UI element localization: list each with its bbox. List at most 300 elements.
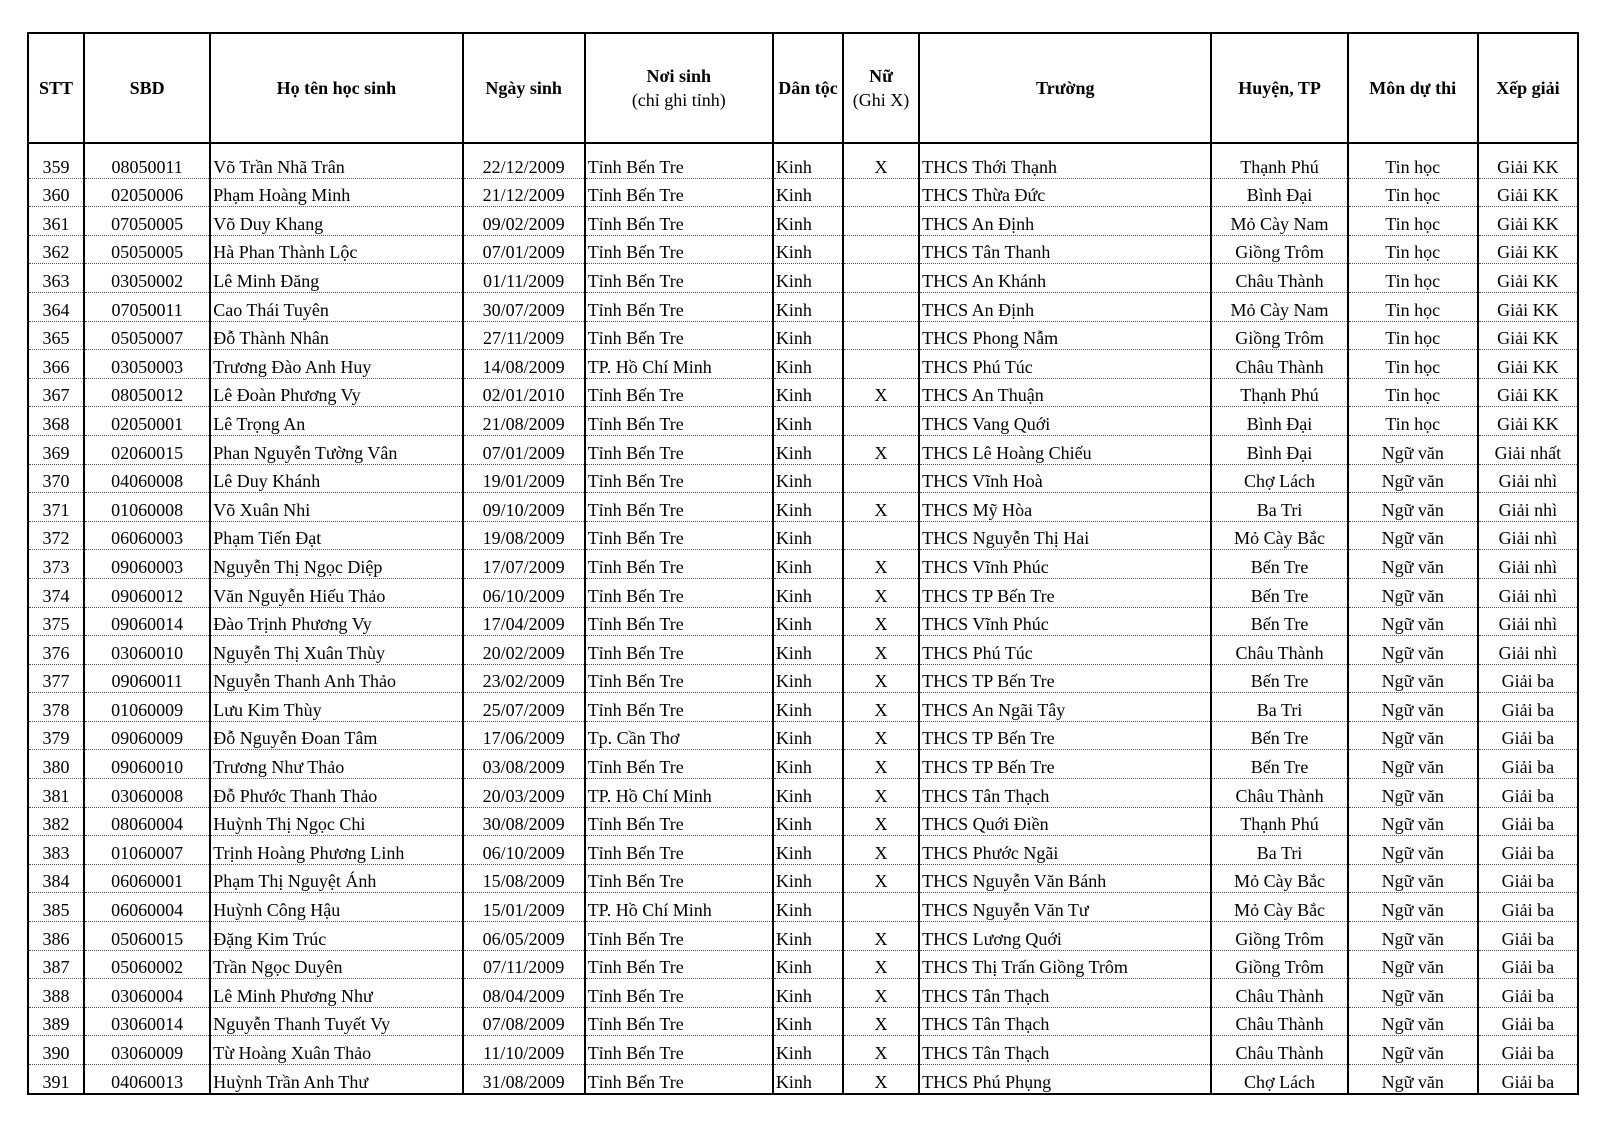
cell-stt: 367 bbox=[28, 378, 84, 407]
cell-school: THCS Thừa Đức bbox=[919, 178, 1211, 207]
cell-ethnicity: Kinh bbox=[773, 1007, 843, 1036]
cell-female: X bbox=[843, 664, 919, 693]
cell-birthplace: Tỉnh Bến Tre bbox=[585, 493, 773, 522]
cell-birthplace: Tỉnh Bến Tre bbox=[585, 864, 773, 893]
cell-female bbox=[843, 350, 919, 379]
cell-award: Giải KK bbox=[1478, 207, 1578, 236]
cell-subject: Ngữ văn bbox=[1348, 950, 1478, 979]
table-row bbox=[28, 143, 1578, 178]
table-row bbox=[28, 464, 1578, 493]
cell-subject: Ngữ văn bbox=[1348, 664, 1478, 693]
col-header-subject: Môn dự thi bbox=[1348, 33, 1478, 143]
table-row bbox=[28, 321, 1578, 350]
cell-sbd: 04060008 bbox=[84, 464, 210, 493]
cell-name: Phạm Thị Nguyệt Ánh bbox=[210, 864, 462, 893]
cell-birthplace: TP. Hồ Chí Minh bbox=[585, 893, 773, 922]
cell-sbd: 03060014 bbox=[84, 1007, 210, 1036]
cell-birthplace: Tỉnh Bến Tre bbox=[585, 235, 773, 264]
cell-birthplace: Tỉnh Bến Tre bbox=[585, 521, 773, 550]
cell-dob: 07/01/2009 bbox=[463, 435, 585, 464]
cell-award: Giải ba bbox=[1478, 807, 1578, 836]
cell-ethnicity: Kinh bbox=[773, 664, 843, 693]
cell-name: Lê Đoàn Phương Vy bbox=[210, 378, 462, 407]
cell-ethnicity: Kinh bbox=[773, 407, 843, 436]
cell-district: Ba Tri bbox=[1211, 493, 1347, 522]
cell-birthplace: Tỉnh Bến Tre bbox=[585, 578, 773, 607]
cell-stt: 360 bbox=[28, 178, 84, 207]
cell-female: X bbox=[843, 979, 919, 1008]
cell-ethnicity: Kinh bbox=[773, 550, 843, 579]
table-row bbox=[28, 435, 1578, 464]
cell-dob: 17/07/2009 bbox=[463, 550, 585, 579]
cell-sbd: 09060011 bbox=[84, 664, 210, 693]
cell-dob: 21/12/2009 bbox=[463, 178, 585, 207]
cell-subject: Tin học bbox=[1348, 178, 1478, 207]
cell-subject: Tin học bbox=[1348, 143, 1478, 178]
cell-birthplace: Tỉnh Bến Tre bbox=[585, 407, 773, 436]
table-row bbox=[28, 1065, 1578, 1094]
cell-award: Giải ba bbox=[1478, 664, 1578, 693]
cell-sbd: 08050012 bbox=[84, 378, 210, 407]
cell-birthplace: Tỉnh Bến Tre bbox=[585, 750, 773, 779]
cell-ethnicity: Kinh bbox=[773, 836, 843, 865]
cell-ethnicity: Kinh bbox=[773, 1036, 843, 1065]
cell-female: X bbox=[843, 807, 919, 836]
cell-female bbox=[843, 464, 919, 493]
cell-birthplace: TP. Hồ Chí Minh bbox=[585, 350, 773, 379]
cell-award: Giải ba bbox=[1478, 836, 1578, 865]
table-row bbox=[28, 407, 1578, 436]
cell-ethnicity: Kinh bbox=[773, 750, 843, 779]
cell-dob: 06/05/2009 bbox=[463, 922, 585, 951]
cell-award: Giải ba bbox=[1478, 979, 1578, 1008]
table-row bbox=[28, 950, 1578, 979]
cell-subject: Ngữ văn bbox=[1348, 807, 1478, 836]
cell-name: Đỗ Thành Nhân bbox=[210, 321, 462, 350]
cell-award: Giải KK bbox=[1478, 178, 1578, 207]
table-row bbox=[28, 607, 1578, 636]
cell-name: Nguyễn Thị Xuân Thùy bbox=[210, 636, 462, 665]
cell-award: Giải KK bbox=[1478, 350, 1578, 379]
cell-school: THCS Thới Thạnh bbox=[919, 143, 1211, 178]
cell-ethnicity: Kinh bbox=[773, 321, 843, 350]
cell-stt: 374 bbox=[28, 578, 84, 607]
table-row bbox=[28, 235, 1578, 264]
cell-sbd: 08050011 bbox=[84, 143, 210, 178]
cell-ethnicity: Kinh bbox=[773, 235, 843, 264]
cell-dob: 08/04/2009 bbox=[463, 979, 585, 1008]
cell-dob: 17/04/2009 bbox=[463, 607, 585, 636]
cell-female bbox=[843, 407, 919, 436]
cell-school: THCS An Khánh bbox=[919, 264, 1211, 293]
cell-dob: 19/08/2009 bbox=[463, 521, 585, 550]
cell-stt: 378 bbox=[28, 693, 84, 722]
cell-award: Giải ba bbox=[1478, 779, 1578, 808]
table-row bbox=[28, 807, 1578, 836]
cell-ethnicity: Kinh bbox=[773, 893, 843, 922]
cell-school: THCS TP Bến Tre bbox=[919, 664, 1211, 693]
cell-ethnicity: Kinh bbox=[773, 350, 843, 379]
cell-name: Huỳnh Công Hậu bbox=[210, 893, 462, 922]
cell-dob: 09/02/2009 bbox=[463, 207, 585, 236]
cell-sbd: 08060004 bbox=[84, 807, 210, 836]
cell-subject: Tin học bbox=[1348, 407, 1478, 436]
cell-name: Nguyễn Thị Ngọc Diệp bbox=[210, 550, 462, 579]
cell-sbd: 05050005 bbox=[84, 235, 210, 264]
cell-subject: Ngữ văn bbox=[1348, 1007, 1478, 1036]
cell-birthplace: Tỉnh Bến Tre bbox=[585, 464, 773, 493]
cell-name: Trịnh Hoàng Phương Linh bbox=[210, 836, 462, 865]
cell-subject: Ngữ văn bbox=[1348, 779, 1478, 808]
cell-award: Giải nhì bbox=[1478, 464, 1578, 493]
col-header-birthplace bbox=[585, 33, 773, 143]
cell-name: Võ Duy Khang bbox=[210, 207, 462, 236]
cell-name: Nguyễn Thanh Anh Thảo bbox=[210, 664, 462, 693]
cell-award: Giải ba bbox=[1478, 1065, 1578, 1094]
cell-name: Phạm Hoàng Minh bbox=[210, 178, 462, 207]
cell-sbd: 05050007 bbox=[84, 321, 210, 350]
cell-stt: 382 bbox=[28, 807, 84, 836]
col-header-award: Xếp giải bbox=[1478, 33, 1578, 143]
cell-subject: Ngữ văn bbox=[1348, 836, 1478, 865]
cell-name: Nguyễn Thanh Tuyết Vy bbox=[210, 1007, 462, 1036]
cell-name: Lê Minh Phương Như bbox=[210, 979, 462, 1008]
cell-name: Phạm Tiến Đạt bbox=[210, 521, 462, 550]
cell-school: THCS Nguyễn Văn Bánh bbox=[919, 864, 1211, 893]
cell-ethnicity: Kinh bbox=[773, 464, 843, 493]
cell-subject: Ngữ văn bbox=[1348, 864, 1478, 893]
cell-name: Văn Nguyễn Hiếu Thảo bbox=[210, 578, 462, 607]
cell-name: Trần Ngọc Duyên bbox=[210, 950, 462, 979]
cell-district: Châu Thành bbox=[1211, 264, 1347, 293]
cell-award: Giải ba bbox=[1478, 1036, 1578, 1065]
cell-sbd: 05060015 bbox=[84, 922, 210, 951]
cell-school: THCS Lê Hoàng Chiếu bbox=[919, 435, 1211, 464]
cell-female: X bbox=[843, 636, 919, 665]
cell-district: Bến Tre bbox=[1211, 578, 1347, 607]
cell-school: THCS TP Bến Tre bbox=[919, 721, 1211, 750]
cell-district: Bến Tre bbox=[1211, 550, 1347, 579]
cell-name: Phan Nguyễn Tường Vân bbox=[210, 435, 462, 464]
cell-birthplace: Tỉnh Bến Tre bbox=[585, 807, 773, 836]
cell-stt: 370 bbox=[28, 464, 84, 493]
cell-school: THCS Vang Quới bbox=[919, 407, 1211, 436]
cell-stt: 383 bbox=[28, 836, 84, 865]
cell-ethnicity: Kinh bbox=[773, 807, 843, 836]
cell-sbd: 09060010 bbox=[84, 750, 210, 779]
cell-sbd: 07050011 bbox=[84, 292, 210, 321]
cell-district: Bình Đại bbox=[1211, 407, 1347, 436]
cell-award: Giải ba bbox=[1478, 950, 1578, 979]
cell-dob: 20/02/2009 bbox=[463, 636, 585, 665]
cell-name: Đỗ Nguyễn Đoan Tâm bbox=[210, 721, 462, 750]
cell-district: Bến Tre bbox=[1211, 750, 1347, 779]
cell-subject: Ngữ văn bbox=[1348, 922, 1478, 951]
cell-dob: 15/01/2009 bbox=[463, 893, 585, 922]
cell-subject: Ngữ văn bbox=[1348, 893, 1478, 922]
cell-name: Đào Trịnh Phương Vy bbox=[210, 607, 462, 636]
col-header-school: Trường bbox=[919, 33, 1211, 143]
cell-dob: 02/01/2010 bbox=[463, 378, 585, 407]
table-row bbox=[28, 378, 1578, 407]
cell-name: Võ Xuân Nhi bbox=[210, 493, 462, 522]
table-row bbox=[28, 922, 1578, 951]
table-row bbox=[28, 664, 1578, 693]
cell-female: X bbox=[843, 950, 919, 979]
cell-name: Lê Minh Đăng bbox=[210, 264, 462, 293]
cell-school: THCS TP Bến Tre bbox=[919, 750, 1211, 779]
cell-female bbox=[843, 521, 919, 550]
cell-sbd: 04060013 bbox=[84, 1065, 210, 1094]
cell-stt: 369 bbox=[28, 435, 84, 464]
cell-award: Giải ba bbox=[1478, 922, 1578, 951]
cell-school: THCS An Định bbox=[919, 292, 1211, 321]
cell-award: Giải KK bbox=[1478, 407, 1578, 436]
cell-award: Giải ba bbox=[1478, 1007, 1578, 1036]
cell-dob: 19/01/2009 bbox=[463, 464, 585, 493]
cell-sbd: 02050006 bbox=[84, 178, 210, 207]
cell-female bbox=[843, 178, 919, 207]
table-row bbox=[28, 350, 1578, 379]
cell-female: X bbox=[843, 1036, 919, 1065]
cell-ethnicity: Kinh bbox=[773, 693, 843, 722]
cell-female: X bbox=[843, 143, 919, 178]
results-sheet bbox=[27, 32, 1579, 1095]
cell-dob: 11/10/2009 bbox=[463, 1036, 585, 1065]
cell-school: THCS Nguyễn Thị Hai bbox=[919, 521, 1211, 550]
cell-ethnicity: Kinh bbox=[773, 292, 843, 321]
cell-school: THCS Phú Túc bbox=[919, 636, 1211, 665]
cell-stt: 391 bbox=[28, 1065, 84, 1094]
cell-district: Giồng Trôm bbox=[1211, 950, 1347, 979]
cell-sbd: 03060010 bbox=[84, 636, 210, 665]
cell-district: Bình Đại bbox=[1211, 178, 1347, 207]
col-header-district: Huyện, TP bbox=[1211, 33, 1347, 143]
cell-school: THCS Phú Túc bbox=[919, 350, 1211, 379]
col-header-sbd: SBD bbox=[84, 33, 210, 143]
cell-school: THCS An Ngãi Tây bbox=[919, 693, 1211, 722]
cell-ethnicity: Kinh bbox=[773, 264, 843, 293]
cell-female: X bbox=[843, 550, 919, 579]
cell-female: X bbox=[843, 435, 919, 464]
cell-sbd: 01060007 bbox=[84, 836, 210, 865]
cell-subject: Ngữ văn bbox=[1348, 750, 1478, 779]
cell-birthplace: Tỉnh Bến Tre bbox=[585, 664, 773, 693]
cell-district: Ba Tri bbox=[1211, 693, 1347, 722]
cell-stt: 381 bbox=[28, 779, 84, 808]
cell-birthplace: Tỉnh Bến Tre bbox=[585, 979, 773, 1008]
table-row bbox=[28, 750, 1578, 779]
cell-dob: 09/10/2009 bbox=[463, 493, 585, 522]
cell-district: Châu Thành bbox=[1211, 350, 1347, 379]
cell-ethnicity: Kinh bbox=[773, 607, 843, 636]
cell-female: X bbox=[843, 493, 919, 522]
cell-ethnicity: Kinh bbox=[773, 378, 843, 407]
cell-name: Lưu Kim Thùy bbox=[210, 693, 462, 722]
cell-award: Giải nhất bbox=[1478, 435, 1578, 464]
cell-sbd: 03050002 bbox=[84, 264, 210, 293]
cell-school: THCS Nguyễn Văn Tư bbox=[919, 893, 1211, 922]
cell-birthplace: Tp. Cần Thơ bbox=[585, 721, 773, 750]
cell-sbd: 01060009 bbox=[84, 693, 210, 722]
cell-dob: 25/07/2009 bbox=[463, 693, 585, 722]
cell-dob: 07/01/2009 bbox=[463, 235, 585, 264]
cell-subject: Ngữ văn bbox=[1348, 636, 1478, 665]
table-row bbox=[28, 578, 1578, 607]
table-row bbox=[28, 979, 1578, 1008]
cell-subject: Ngữ văn bbox=[1348, 521, 1478, 550]
cell-dob: 03/08/2009 bbox=[463, 750, 585, 779]
cell-district: Giồng Trôm bbox=[1211, 321, 1347, 350]
table-row bbox=[28, 521, 1578, 550]
cell-sbd: 09060009 bbox=[84, 721, 210, 750]
cell-district: Chợ Lách bbox=[1211, 464, 1347, 493]
cell-district: Bến Tre bbox=[1211, 607, 1347, 636]
cell-district: Bình Đại bbox=[1211, 435, 1347, 464]
cell-female: X bbox=[843, 922, 919, 951]
cell-birthplace: Tỉnh Bến Tre bbox=[585, 143, 773, 178]
cell-school: THCS Tân Thanh bbox=[919, 235, 1211, 264]
cell-stt: 366 bbox=[28, 350, 84, 379]
cell-birthplace: Tỉnh Bến Tre bbox=[585, 550, 773, 579]
cell-award: Giải ba bbox=[1478, 864, 1578, 893]
cell-stt: 375 bbox=[28, 607, 84, 636]
col-header-ethnicity: Dân tộc bbox=[773, 33, 843, 143]
cell-award: Giải ba bbox=[1478, 893, 1578, 922]
cell-sbd: 07050005 bbox=[84, 207, 210, 236]
cell-award: Giải nhì bbox=[1478, 550, 1578, 579]
cell-district: Châu Thành bbox=[1211, 779, 1347, 808]
cell-female: X bbox=[843, 836, 919, 865]
cell-stt: 385 bbox=[28, 893, 84, 922]
cell-subject: Ngữ văn bbox=[1348, 607, 1478, 636]
cell-name: Hà Phan Thành Lộc bbox=[210, 235, 462, 264]
cell-name: Cao Thái Tuyên bbox=[210, 292, 462, 321]
cell-school: THCS Vĩnh Phúc bbox=[919, 550, 1211, 579]
cell-stt: 380 bbox=[28, 750, 84, 779]
cell-female: X bbox=[843, 578, 919, 607]
cell-ethnicity: Kinh bbox=[773, 1065, 843, 1094]
cell-female: X bbox=[843, 1065, 919, 1094]
cell-district: Thạnh Phú bbox=[1211, 378, 1347, 407]
cell-sbd: 09060014 bbox=[84, 607, 210, 636]
table-row bbox=[28, 493, 1578, 522]
cell-school: THCS Tân Thạch bbox=[919, 779, 1211, 808]
cell-ethnicity: Kinh bbox=[773, 979, 843, 1008]
cell-subject: Ngữ văn bbox=[1348, 493, 1478, 522]
col-header-female bbox=[843, 33, 919, 143]
cell-award: Giải nhì bbox=[1478, 636, 1578, 665]
cell-name: Huỳnh Trần Anh Thư bbox=[210, 1065, 462, 1094]
cell-stt: 373 bbox=[28, 550, 84, 579]
col-header-name: Họ tên học sinh bbox=[210, 33, 462, 143]
cell-district: Mỏ Cày Nam bbox=[1211, 207, 1347, 236]
cell-female: X bbox=[843, 864, 919, 893]
cell-ethnicity: Kinh bbox=[773, 493, 843, 522]
cell-ethnicity: Kinh bbox=[773, 521, 843, 550]
cell-birthplace: Tỉnh Bến Tre bbox=[585, 836, 773, 865]
cell-district: Mỏ Cày Bắc bbox=[1211, 864, 1347, 893]
cell-sbd: 02060015 bbox=[84, 435, 210, 464]
cell-school: THCS Mỹ Hòa bbox=[919, 493, 1211, 522]
cell-school: THCS An Định bbox=[919, 207, 1211, 236]
cell-sbd: 03060009 bbox=[84, 1036, 210, 1065]
cell-name: Huỳnh Thị Ngọc Chi bbox=[210, 807, 462, 836]
cell-stt: 361 bbox=[28, 207, 84, 236]
cell-subject: Tin học bbox=[1348, 378, 1478, 407]
cell-dob: 15/08/2009 bbox=[463, 864, 585, 893]
cell-school: THCS TP Bến Tre bbox=[919, 578, 1211, 607]
cell-school: THCS Phong Nẫm bbox=[919, 321, 1211, 350]
cell-birthplace: Tỉnh Bến Tre bbox=[585, 1065, 773, 1094]
cell-subject: Ngữ văn bbox=[1348, 721, 1478, 750]
cell-birthplace: Tỉnh Bến Tre bbox=[585, 950, 773, 979]
cell-sbd: 03050003 bbox=[84, 350, 210, 379]
cell-female bbox=[843, 207, 919, 236]
cell-dob: 30/08/2009 bbox=[463, 807, 585, 836]
table-row bbox=[28, 264, 1578, 293]
cell-birthplace: Tỉnh Bến Tre bbox=[585, 178, 773, 207]
cell-district: Bến Tre bbox=[1211, 721, 1347, 750]
cell-award: Giải nhì bbox=[1478, 578, 1578, 607]
cell-award: Giải ba bbox=[1478, 721, 1578, 750]
cell-school: THCS Quới Điền bbox=[919, 807, 1211, 836]
cell-name: Trương Đào Anh Huy bbox=[210, 350, 462, 379]
cell-female bbox=[843, 321, 919, 350]
cell-district: Giồng Trôm bbox=[1211, 235, 1347, 264]
cell-dob: 07/11/2009 bbox=[463, 950, 585, 979]
cell-subject: Ngữ văn bbox=[1348, 979, 1478, 1008]
cell-award: Giải KK bbox=[1478, 264, 1578, 293]
cell-female bbox=[843, 893, 919, 922]
cell-ethnicity: Kinh bbox=[773, 721, 843, 750]
cell-award: Giải KK bbox=[1478, 321, 1578, 350]
cell-dob: 20/03/2009 bbox=[463, 779, 585, 808]
cell-school: THCS Tân Thạch bbox=[919, 1007, 1211, 1036]
cell-female bbox=[843, 292, 919, 321]
col-header-dob: Ngày sinh bbox=[463, 33, 585, 143]
table-row bbox=[28, 178, 1578, 207]
cell-district: Thạnh Phú bbox=[1211, 143, 1347, 178]
cell-subject: Ngữ văn bbox=[1348, 1036, 1478, 1065]
cell-female bbox=[843, 264, 919, 293]
cell-subject: Tin học bbox=[1348, 321, 1478, 350]
cell-stt: 389 bbox=[28, 1007, 84, 1036]
cell-female: X bbox=[843, 750, 919, 779]
cell-stt: 390 bbox=[28, 1036, 84, 1065]
col-header-stt: STT bbox=[28, 33, 84, 143]
cell-district: Thạnh Phú bbox=[1211, 807, 1347, 836]
table-row bbox=[28, 721, 1578, 750]
cell-ethnicity: Kinh bbox=[773, 578, 843, 607]
cell-name: Đỗ Phước Thanh Thảo bbox=[210, 779, 462, 808]
cell-school: THCS Phú Phụng bbox=[919, 1065, 1211, 1094]
cell-subject: Ngữ văn bbox=[1348, 464, 1478, 493]
cell-ethnicity: Kinh bbox=[773, 207, 843, 236]
cell-birthplace: Tỉnh Bến Tre bbox=[585, 607, 773, 636]
cell-name: Võ Trần Nhã Trân bbox=[210, 143, 462, 178]
cell-sbd: 09060003 bbox=[84, 550, 210, 579]
cell-birthplace: Tỉnh Bến Tre bbox=[585, 264, 773, 293]
cell-award: Giải ba bbox=[1478, 693, 1578, 722]
cell-ethnicity: Kinh bbox=[773, 950, 843, 979]
cell-dob: 30/07/2009 bbox=[463, 292, 585, 321]
cell-dob: 14/08/2009 bbox=[463, 350, 585, 379]
cell-female: X bbox=[843, 693, 919, 722]
cell-district: Mỏ Cày Bắc bbox=[1211, 521, 1347, 550]
cell-sbd: 06060001 bbox=[84, 864, 210, 893]
cell-dob: 06/10/2009 bbox=[463, 836, 585, 865]
